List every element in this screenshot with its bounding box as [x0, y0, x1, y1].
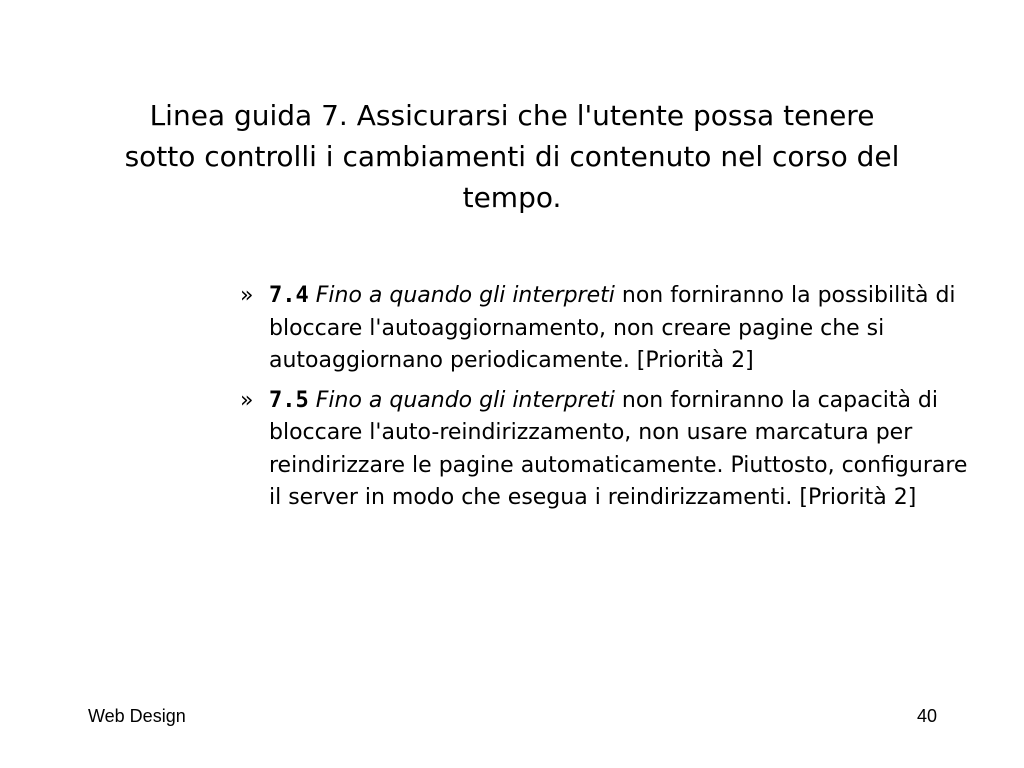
- footer-label: Web Design: [88, 706, 186, 726]
- bullet-text: non forniranno la possibilità di bloccare l'autoaggiornamento, non creare pagine che si autoaggiornano periodicamente. [Priorità 2]: [269, 283, 956, 373]
- bullet-item-7-4: [240, 280, 970, 378]
- bullet-list: [240, 280, 970, 522]
- title-line: Linea guida 7. Assicurarsi che l'utente possa tenere: [149, 99, 875, 132]
- bullet-number: 7.4: [269, 283, 309, 308]
- bullet-marker: »: [240, 283, 254, 308]
- bullet-item-7-5: [240, 385, 970, 515]
- page-number: 40: [916, 706, 937, 726]
- bullet-italic-text: Fino a quando gli interpreti: [315, 387, 615, 413]
- bullet-number: 7.5: [269, 387, 309, 413]
- slide-title: [40, 95, 984, 218]
- bullet-italic-text: Fino a quando gli interpreti: [315, 283, 615, 308]
- title-line: tempo.: [462, 181, 562, 214]
- title-line: sotto controlli i cambiamenti di contenuto nel corso del: [124, 140, 900, 173]
- bullet-text: non forniranno la capacità di bloccare l'auto-reindirizzamento, non usare marcatura per reindirizzare le pagine automaticamente. Piuttosto, configurare il server in modo che esegua i reindirizzamenti. [Priorità 2]: [269, 387, 968, 510]
- bullet-marker: »: [240, 387, 254, 413]
